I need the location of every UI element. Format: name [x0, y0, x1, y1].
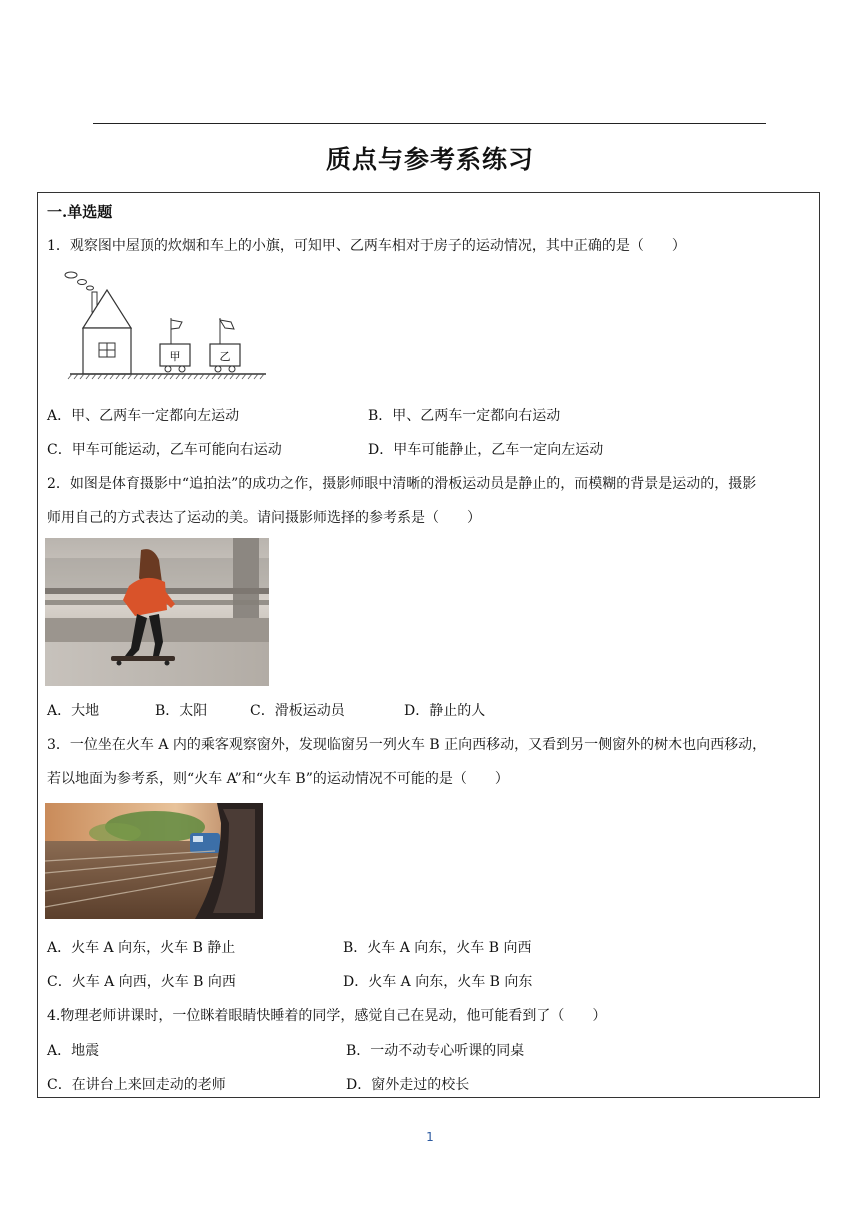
- question-1-option-b: B．甲、乙两车一定都向右运动: [368, 408, 561, 424]
- question-2-stem-line-2: 师用自己的方式表达了运动的美。请问摄影师选择的参考系是（ ）: [47, 510, 481, 526]
- page-title: 质点与参考系练习: [325, 145, 534, 174]
- question-1-stem: 1．观察图中屋顶的炊烟和车上的小旗，可知甲、乙两车相对于房子的运动情况，其中正确的是（ ）: [47, 238, 686, 254]
- car-a-wheel: [165, 366, 171, 372]
- question-3-option-c: C．火车 A 向西，火车 B 向西: [47, 974, 236, 990]
- car-b-label: 乙: [219, 350, 231, 363]
- question-3-stem-line-2: 若以地面为参考系，则“火车 A”和“火车 B”的运动情况不可能的是（ ）: [47, 771, 509, 787]
- question-1-option-a: A．甲、乙两车一定都向左运动: [47, 408, 240, 424]
- question-1-option-c: C．甲车可能运动，乙车可能向右运动: [47, 442, 282, 458]
- question-2-option-c: C．滑板运动员: [250, 703, 345, 719]
- page-number: 1: [426, 1130, 434, 1144]
- smoke-puff: [65, 272, 77, 278]
- car-b-flag: [220, 320, 234, 329]
- car-a-wheel: [179, 366, 185, 372]
- smoke-puff: [87, 286, 94, 290]
- header-rule: [93, 123, 766, 124]
- car-b-wheel: [229, 366, 235, 372]
- question-2-option-a: A．大地: [47, 703, 100, 719]
- train-window-photo: [45, 803, 263, 919]
- question-2-option-d: D．静止的人: [404, 703, 486, 719]
- question-4-stem: 4.物理老师讲课时，一位眯着眼睛快睡着的同学，感觉自己在晃动，他可能看到了（ ）: [47, 1008, 607, 1024]
- question-3-option-b: B．火车 A 向东，火车 B 向西: [343, 940, 532, 956]
- car-a-flag: [171, 320, 182, 329]
- house-cars-figure: [60, 266, 270, 382]
- question-1-option-d: D．甲车可能静止，乙车一定向左运动: [368, 442, 604, 458]
- question-4-option-b: B．一动不动专心听课的同桌: [346, 1043, 525, 1059]
- section-heading: 一.单选题: [47, 203, 113, 221]
- ground-hatch: [68, 374, 264, 379]
- question-2-option-b: B．太阳: [155, 703, 208, 719]
- question-3-stem-line-1: 3．一位坐在火车 A 内的乘客观察窗外，发现临窗另一列火车 B 正向西移动，又看到另一侧窗外的树木也向西移动，: [47, 737, 767, 753]
- car-a-label: 甲: [169, 350, 181, 363]
- house-roof: [83, 290, 131, 328]
- skateboarder-photo: [45, 538, 269, 686]
- question-2-stem-line-1: 2．如图是体育摄影中“追拍法”的成功之作，摄影师眼中清晰的滑板运动员是静止的，而模糊的背景是运动的，摄影: [47, 476, 757, 492]
- car-b-wheel: [215, 366, 221, 372]
- question-3-option-d: D．火车 A 向东，火车 B 向东: [343, 974, 533, 990]
- question-4-option-c: C．在讲台上来回走动的老师: [47, 1077, 226, 1093]
- question-3-option-a: A．火车 A 向东，火车 B 静止: [47, 940, 236, 956]
- question-4-option-d: D．窗外走过的校长: [346, 1077, 470, 1093]
- smoke-puff: [78, 280, 87, 285]
- question-4-option-a: A．地震: [47, 1043, 100, 1059]
